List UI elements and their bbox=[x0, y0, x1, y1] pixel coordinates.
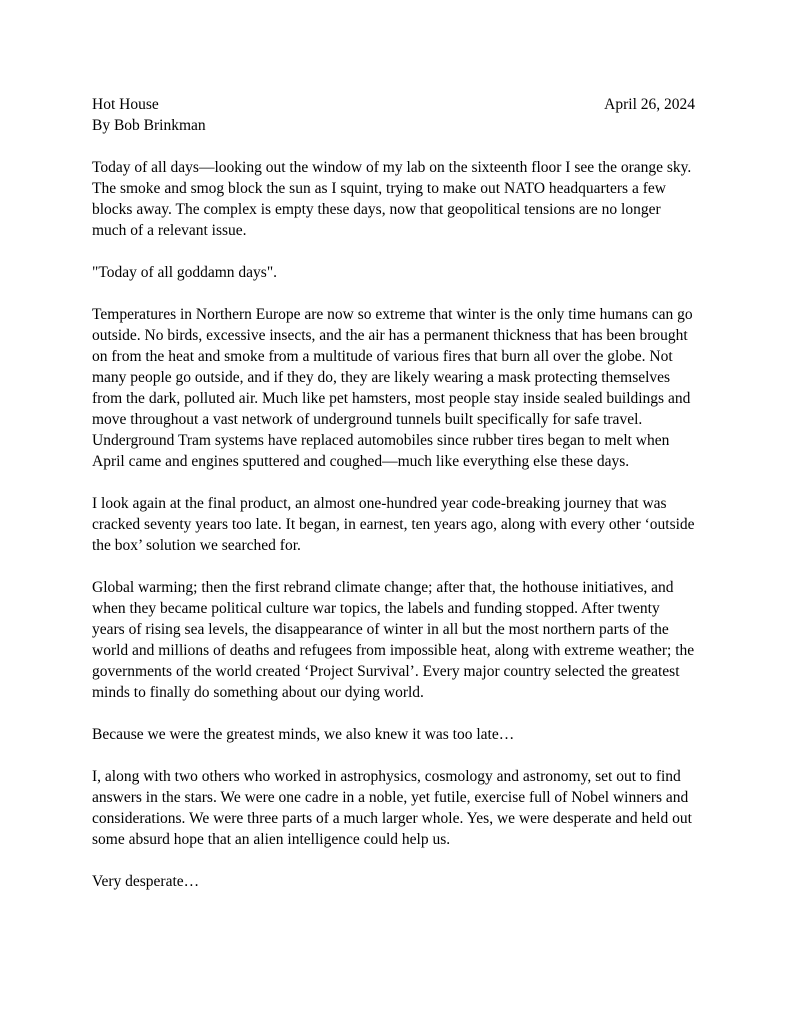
paragraph: "Today of all goddamn days". bbox=[92, 264, 278, 281]
paragraph: Very desperate… bbox=[92, 873, 200, 890]
document-body bbox=[92, 157, 695, 892]
paragraph: Temperatures in Northern Europe are now so extreme that winter is the only time humans can go outside. No birds, excessive insects, and the air has a permanent thickness that has been brought on from the heat and smoke from a multitude of various fires that burn all over the globe. Not many people go outside, and if they do, they are likely wearing a mask protecting themselves from the dark, polluted air. Much like pet hamsters, most people stay inside sealed buildings and move throughout a vast network of underground tunnels built specifically for safe travel. Underground Tram systems have replaced automobiles since rubber tires began to melt when April came and engines sputtered and coughed—much like everything else these days. bbox=[92, 306, 693, 470]
paragraph: I, along with two others who worked in astrophysics, cosmology and astronomy, set out to find answers in the stars. We were one cadre in a noble, yet futile, exercise full of Nobel winners and considerations. We were three parts of a much larger whole. Yes, we were desperate and held out some absurd hope that an alien intelligence could help us. bbox=[92, 768, 692, 848]
paragraph: Global warming; then the first rebrand climate change; after that, the hothouse initiatives, and when they became political culture war topics, the labels and funding stopped. After twenty years of rising sea levels, the disappearance of winter in all but the most northern parts of the world and millions of deaths and refugees from impossible heat, along with extreme weather; the governments of the world created ‘Project Survival’. Every major country selected the greatest minds to finally do something about our dying world. bbox=[92, 579, 695, 701]
paragraph: Because we were the greatest minds, we also knew it was too late… bbox=[92, 726, 515, 743]
document-date: April 26, 2024 bbox=[604, 96, 695, 113]
document-header bbox=[92, 94, 695, 115]
document-title: Hot House bbox=[92, 96, 159, 113]
document-byline: By Bob Brinkman bbox=[92, 117, 206, 134]
paragraph: I look again at the final product, an almost one-hundred year code-breaking journey that was cracked seventy years too late. It began, in earnest, ten years ago, along with every other ‘outside the box’ solution we searched for. bbox=[92, 495, 695, 554]
paragraph: Today of all days—looking out the window of my lab on the sixteenth floor I see the orange sky. The smoke and smog block the sun as I squint, trying to make out NATO headquarters a few blocks away. The complex is empty these days, now that geopolitical tensions are no longer much of a relevant issue. bbox=[92, 159, 692, 239]
